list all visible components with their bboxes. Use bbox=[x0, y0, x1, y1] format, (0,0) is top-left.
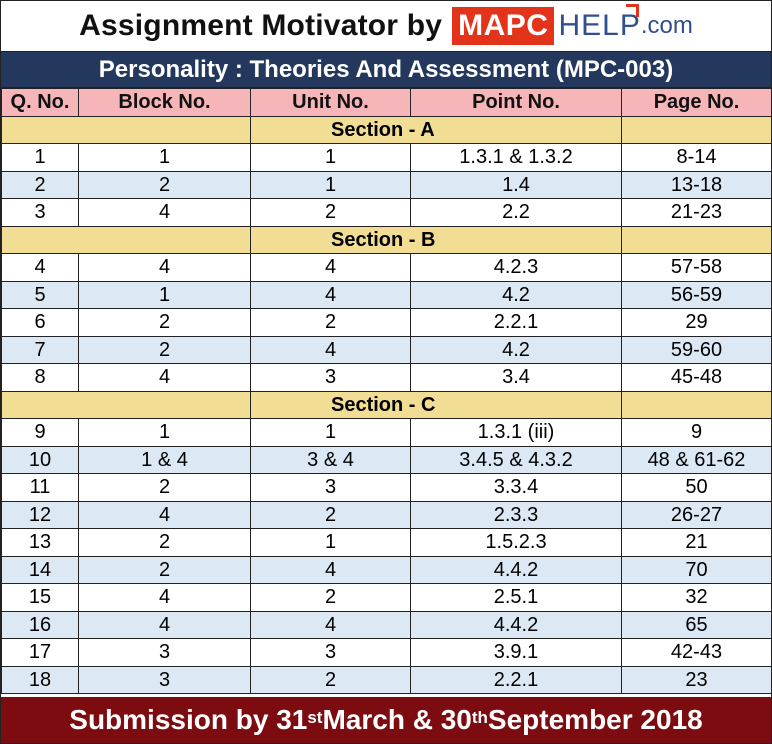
col-header-block: Block No. bbox=[79, 89, 251, 117]
cell-point: 3.9.1 bbox=[411, 639, 622, 667]
section-title: Section - A bbox=[251, 116, 622, 144]
cell-qno: 14 bbox=[2, 556, 79, 584]
cell-point: 2.2.1 bbox=[411, 666, 622, 694]
table-row bbox=[2, 501, 772, 529]
cell-unit: 4 bbox=[251, 611, 411, 639]
cell-unit: 3 & 4 bbox=[251, 446, 411, 474]
table-row bbox=[2, 171, 772, 199]
cell-page: 65 bbox=[622, 611, 772, 639]
submission-prefix: Submission by 31 bbox=[69, 704, 308, 735]
cell-page: 59-60 bbox=[622, 336, 772, 364]
cell-page: 70 bbox=[622, 556, 772, 584]
cell-page: 9 bbox=[622, 419, 772, 447]
col-header-point: Point No. bbox=[411, 89, 622, 117]
cell-point: 1.3.1 & 1.3.2 bbox=[411, 144, 622, 172]
cell-point: 3.3.4 bbox=[411, 474, 622, 502]
header bbox=[1, 1, 771, 52]
logo-mapc-text: MAPC bbox=[452, 7, 554, 45]
submission-sup-th: th bbox=[471, 708, 488, 727]
cell-block: 1 bbox=[79, 419, 251, 447]
section-row bbox=[2, 391, 772, 419]
cell-page: 21-23 bbox=[622, 199, 772, 227]
table-row bbox=[2, 254, 772, 282]
cell-unit: 1 bbox=[251, 529, 411, 557]
cell-unit: 3 bbox=[251, 639, 411, 667]
cell-qno: 7 bbox=[2, 336, 79, 364]
cell-point: 3.4.5 & 4.3.2 bbox=[411, 446, 622, 474]
cell-block: 2 bbox=[79, 529, 251, 557]
cell-point: 2.2 bbox=[411, 199, 622, 227]
cell-block: 4 bbox=[79, 611, 251, 639]
cell-unit: 3 bbox=[251, 364, 411, 392]
cell-block: 2 bbox=[79, 556, 251, 584]
cell-unit: 1 bbox=[251, 144, 411, 172]
cell-block: 2 bbox=[79, 474, 251, 502]
table-row bbox=[2, 584, 772, 612]
cell-unit: 1 bbox=[251, 171, 411, 199]
cell-qno: 9 bbox=[2, 419, 79, 447]
table-row bbox=[2, 281, 772, 309]
section-row bbox=[2, 116, 772, 144]
table-row bbox=[2, 419, 772, 447]
cell-qno: 17 bbox=[2, 639, 79, 667]
assignment-table bbox=[1, 88, 772, 694]
cell-qno: 13 bbox=[2, 529, 79, 557]
cell-qno: 10 bbox=[2, 446, 79, 474]
course-title: Personality : Theories And Assessment (MPC-003) bbox=[1, 52, 771, 88]
page-title: Assignment Motivator by bbox=[79, 9, 443, 42]
table-row bbox=[2, 639, 772, 667]
logo-help-text: HELP bbox=[558, 9, 641, 42]
cell-unit: 4 bbox=[251, 336, 411, 364]
cell-unit: 1 bbox=[251, 419, 411, 447]
cell-unit: 2 bbox=[251, 501, 411, 529]
col-header-unit: Unit No. bbox=[251, 89, 411, 117]
table-row bbox=[2, 199, 772, 227]
cell-point: 1.4 bbox=[411, 171, 622, 199]
cell-point: 1.5.2.3 bbox=[411, 529, 622, 557]
section-spacer bbox=[2, 116, 251, 144]
table-row bbox=[2, 529, 772, 557]
cell-page: 48 & 61-62 bbox=[622, 446, 772, 474]
cell-page: 45-48 bbox=[622, 364, 772, 392]
cell-block: 4 bbox=[79, 364, 251, 392]
table-row bbox=[2, 364, 772, 392]
cell-block: 4 bbox=[79, 501, 251, 529]
cell-block: 3 bbox=[79, 666, 251, 694]
cell-page: 42-43 bbox=[622, 639, 772, 667]
cell-block: 2 bbox=[79, 171, 251, 199]
cell-point: 2.5.1 bbox=[411, 584, 622, 612]
cell-qno: 1 bbox=[2, 144, 79, 172]
cell-qno: 4 bbox=[2, 254, 79, 282]
cell-unit: 4 bbox=[251, 281, 411, 309]
cell-qno: 2 bbox=[2, 171, 79, 199]
cell-page: 23 bbox=[622, 666, 772, 694]
cell-unit: 4 bbox=[251, 254, 411, 282]
section-spacer bbox=[622, 391, 772, 419]
cell-qno: 8 bbox=[2, 364, 79, 392]
cell-block: 4 bbox=[79, 254, 251, 282]
cell-page: 50 bbox=[622, 474, 772, 502]
cell-unit: 2 bbox=[251, 584, 411, 612]
cell-point: 4.2 bbox=[411, 336, 622, 364]
table-header-row bbox=[2, 89, 772, 117]
table-row bbox=[2, 336, 772, 364]
table-body bbox=[2, 116, 772, 694]
cell-point: 4.2.3 bbox=[411, 254, 622, 282]
col-header-qno: Q. No. bbox=[2, 89, 79, 117]
section-title: Section - B bbox=[251, 226, 622, 254]
section-title: Section - C bbox=[251, 391, 622, 419]
submission-suffix: September 2018 bbox=[487, 704, 703, 735]
cell-page: 57-58 bbox=[622, 254, 772, 282]
section-spacer bbox=[2, 226, 251, 254]
cell-point: 2.2.1 bbox=[411, 309, 622, 337]
section-spacer bbox=[622, 226, 772, 254]
table-row bbox=[2, 611, 772, 639]
cell-page: 56-59 bbox=[622, 281, 772, 309]
cell-block: 3 bbox=[79, 639, 251, 667]
section-spacer bbox=[622, 116, 772, 144]
table-row bbox=[2, 446, 772, 474]
cell-point: 4.4.2 bbox=[411, 556, 622, 584]
cell-point: 4.4.2 bbox=[411, 611, 622, 639]
table-row bbox=[2, 474, 772, 502]
submission-sup-st: st bbox=[307, 708, 323, 727]
cell-qno: 15 bbox=[2, 584, 79, 612]
cell-unit: 2 bbox=[251, 199, 411, 227]
cell-page: 32 bbox=[622, 584, 772, 612]
cell-point: 1.3.1 (iii) bbox=[411, 419, 622, 447]
col-header-page: Page No. bbox=[622, 89, 772, 117]
cell-block: 2 bbox=[79, 336, 251, 364]
cell-block: 2 bbox=[79, 309, 251, 337]
cell-unit: 2 bbox=[251, 309, 411, 337]
cell-page: 21 bbox=[622, 529, 772, 557]
cell-block: 1 bbox=[79, 144, 251, 172]
cell-qno: 5 bbox=[2, 281, 79, 309]
cell-unit: 4 bbox=[251, 556, 411, 584]
cell-qno: 11 bbox=[2, 474, 79, 502]
mapc-help-logo bbox=[452, 6, 693, 46]
section-spacer bbox=[2, 391, 251, 419]
table-row bbox=[2, 144, 772, 172]
logo-com-text: .com bbox=[640, 12, 693, 39]
table-row bbox=[2, 556, 772, 584]
cell-qno: 16 bbox=[2, 611, 79, 639]
table-row bbox=[2, 666, 772, 694]
cell-point: 4.2 bbox=[411, 281, 622, 309]
section-row bbox=[2, 226, 772, 254]
cell-point: 2.3.3 bbox=[411, 501, 622, 529]
cell-unit: 2 bbox=[251, 666, 411, 694]
submission-middle: March & 30 bbox=[322, 704, 472, 735]
cell-page: 13-18 bbox=[622, 171, 772, 199]
cell-point: 3.4 bbox=[411, 364, 622, 392]
cell-page: 8-14 bbox=[622, 144, 772, 172]
cell-qno: 3 bbox=[2, 199, 79, 227]
logo-arrow-icon bbox=[626, 4, 639, 17]
cell-page: 29 bbox=[622, 309, 772, 337]
submission-banner bbox=[1, 697, 771, 743]
cell-qno: 18 bbox=[2, 666, 79, 694]
table-row bbox=[2, 309, 772, 337]
cell-block: 1 & 4 bbox=[79, 446, 251, 474]
cell-block: 4 bbox=[79, 584, 251, 612]
cell-qno: 12 bbox=[2, 501, 79, 529]
cell-block: 1 bbox=[79, 281, 251, 309]
cell-qno: 6 bbox=[2, 309, 79, 337]
cell-page: 26-27 bbox=[622, 501, 772, 529]
cell-unit: 3 bbox=[251, 474, 411, 502]
cell-block: 4 bbox=[79, 199, 251, 227]
